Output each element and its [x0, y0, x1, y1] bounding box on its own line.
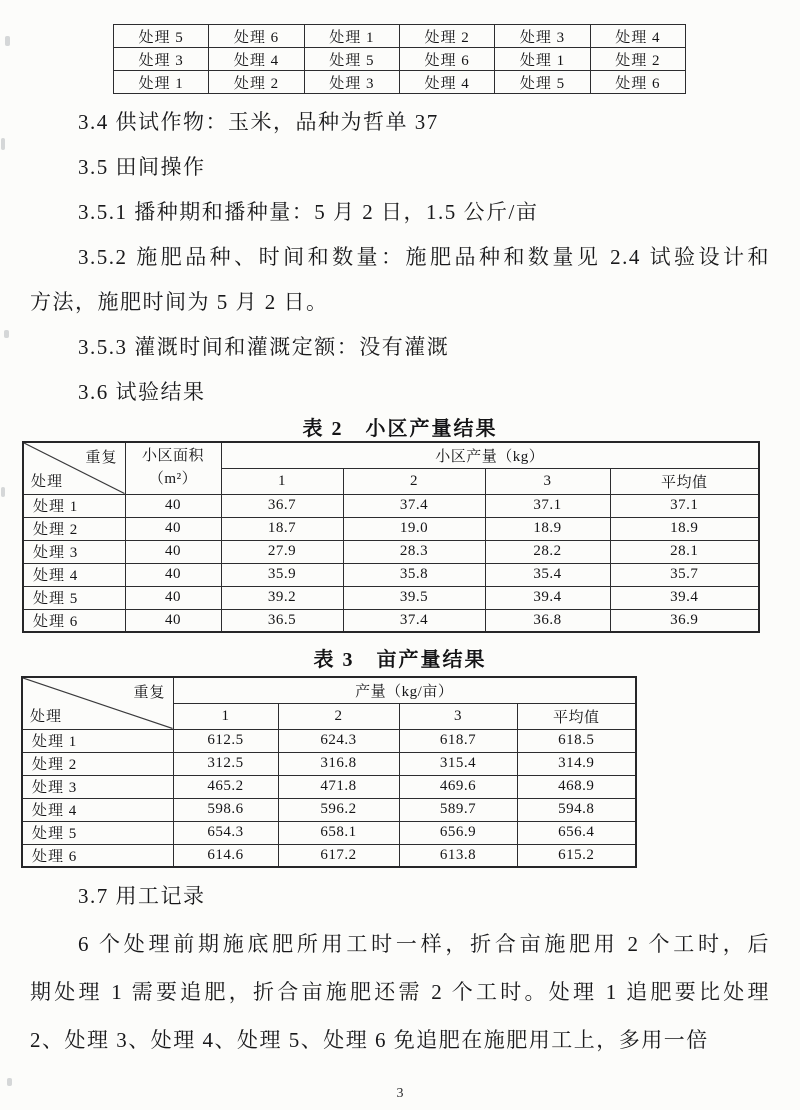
table-cell: 处理 3: [23, 540, 125, 563]
table-cell: 处理 3: [114, 48, 209, 71]
mu-yield-table: [21, 676, 637, 868]
table2-header-avg: 平均值: [610, 468, 759, 494]
table-cell: 618.5: [517, 729, 636, 752]
labor-paragraph-line2: 期处理 1 需要追肥，折合亩施肥还需 2 个工时。处理 1 追肥要比处理: [30, 980, 770, 1004]
table3-header-rep3: 3: [399, 703, 517, 729]
table-row: [23, 609, 759, 632]
section-3-4: 3.4 供试作物：玉米，品种为哲单 37: [78, 110, 439, 134]
table-cell: 处理 5: [495, 71, 590, 94]
table-cell: 处理 2: [590, 48, 685, 71]
section-3-5-2-line2: 方法，施肥时间为 5 月 2 日。: [30, 290, 329, 314]
table2-repeat-label: 重复: [85, 450, 118, 466]
table-cell: 596.2: [278, 798, 399, 821]
table-cell: 35.4: [485, 563, 610, 586]
area-unit: （m²）: [148, 471, 198, 488]
table-cell: 处理 4: [209, 48, 304, 71]
scan-artifact: [4, 330, 9, 338]
table-row: [114, 25, 686, 48]
section-3-6: 3.6 试验结果: [78, 380, 206, 404]
plot-yield-table: [22, 441, 760, 633]
table-cell: 处理 1: [23, 494, 125, 517]
table3-header-diagonal-cell: [22, 677, 173, 729]
table-row: [22, 821, 636, 844]
table-cell: 处理 3: [22, 775, 173, 798]
table-cell: 处理 4: [22, 798, 173, 821]
table-cell: 35.7: [610, 563, 759, 586]
table-cell: 615.2: [517, 844, 636, 867]
table3-title: 表 3 亩产量结果: [313, 649, 487, 671]
table-cell: 617.2: [278, 844, 399, 867]
table-cell: 35.9: [221, 563, 343, 586]
table-cell: 处理 1: [495, 48, 590, 71]
table3-repeat-label: 重复: [133, 685, 166, 701]
labor-paragraph-line1: 6 个处理前期施底肥所用工时一样，折合亩施肥用 2 个工时，后: [78, 932, 770, 956]
table-cell: 469.6: [399, 775, 517, 798]
table-cell: 处理 5: [22, 821, 173, 844]
table2-header-diagonal-cell: [23, 442, 125, 494]
table-cell: 处理 6: [209, 25, 304, 48]
table-cell: 处理 6: [590, 71, 685, 94]
table-cell: 处理 2: [209, 71, 304, 94]
table-cell: 40: [125, 563, 221, 586]
table-cell: 39.4: [485, 586, 610, 609]
table-cell: 656.9: [399, 821, 517, 844]
section-3-5-2-line1: 3.5.2 施肥品种、时间和数量：施肥品种和数量见 2.4 试验设计和: [78, 245, 770, 269]
table-row: [23, 563, 759, 586]
table-row: [114, 48, 686, 71]
table-cell: 处理 3: [495, 25, 590, 48]
table-cell: 654.3: [173, 821, 278, 844]
labor-paragraph-line3: 2、处理 3、处理 4、处理 5、处理 6 免追肥在施肥用工上，多用一倍: [30, 1028, 709, 1052]
table-cell: 37.4: [343, 609, 485, 632]
table-cell: 36.7: [221, 494, 343, 517]
table-cell: 18.7: [221, 517, 343, 540]
table-cell: 40: [125, 494, 221, 517]
table-row: [22, 677, 636, 703]
table2-header-area: [125, 442, 221, 494]
table-cell: 处理 1: [22, 729, 173, 752]
section-3-5-1: 3.5.1 播种期和播种量：5 月 2 日，1.5 公斤/亩: [78, 200, 539, 224]
table2-title: 表 2 小区产量结果: [302, 418, 498, 440]
table-cell: 612.5: [173, 729, 278, 752]
table-cell: 处理 3: [304, 71, 399, 94]
table-cell: 40: [125, 517, 221, 540]
table-cell: 465.2: [173, 775, 278, 798]
table-cell: 36.8: [485, 609, 610, 632]
table-cell: 处理 4: [23, 563, 125, 586]
table-row: [114, 71, 686, 94]
body-text-lower: [30, 872, 770, 1064]
field-layout-table: [113, 24, 686, 94]
table-cell: 处理 6: [399, 48, 494, 71]
table-row: [23, 517, 759, 540]
table-cell: 598.6: [173, 798, 278, 821]
page-number: 3: [396, 1086, 404, 1101]
table-cell: 处理 2: [23, 517, 125, 540]
table-cell: 39.4: [610, 586, 759, 609]
table-cell: 39.2: [221, 586, 343, 609]
table-cell: 处理 1: [114, 71, 209, 94]
section-3-5-3: 3.5.3 灌溉时间和灌溉定额：没有灌溉: [78, 335, 450, 359]
table-row: [22, 775, 636, 798]
table-row: [23, 586, 759, 609]
table-cell: 37.1: [610, 494, 759, 517]
table-cell: 468.9: [517, 775, 636, 798]
table-cell: 处理 5: [304, 48, 399, 71]
table-cell: 18.9: [485, 517, 610, 540]
table2-header-rep1: 1: [221, 468, 343, 494]
table3-header-rep2: 2: [278, 703, 399, 729]
section-3-7: 3.7 用工记录: [78, 884, 206, 908]
table2-header-rep2: 2: [343, 468, 485, 494]
area-label: 小区面积: [141, 448, 204, 464]
table-cell: 40: [125, 609, 221, 632]
body-text-upper: [30, 100, 770, 415]
table-cell: 312.5: [173, 752, 278, 775]
table-cell: 处理 2: [22, 752, 173, 775]
table2-header-yield: 小区产量（kg）: [221, 442, 759, 468]
table-row: [22, 752, 636, 775]
table-cell: 处理 6: [22, 844, 173, 867]
table-row: [23, 540, 759, 563]
table-cell: 314.9: [517, 752, 636, 775]
table-cell: 处理 2: [399, 25, 494, 48]
table-cell: 39.5: [343, 586, 485, 609]
section-3-5: 3.5 田间操作: [78, 155, 206, 179]
table3-header-rep1: 1: [173, 703, 278, 729]
scan-artifact: [7, 1078, 12, 1086]
table-cell: 656.4: [517, 821, 636, 844]
table-row: [22, 729, 636, 752]
table-cell: 614.6: [173, 844, 278, 867]
table-cell: 594.8: [517, 798, 636, 821]
table-row: [22, 844, 636, 867]
table2-header-rep3: 3: [485, 468, 610, 494]
table-cell: 315.4: [399, 752, 517, 775]
table3-treatment-label: 处理: [30, 708, 63, 725]
table-row: [22, 798, 636, 821]
table-cell: 36.9: [610, 609, 759, 632]
table2-treatment-label: 处理: [31, 473, 64, 490]
table-cell: 18.9: [610, 517, 759, 540]
table3-header-avg: 平均值: [517, 703, 636, 729]
table-cell: 316.8: [278, 752, 399, 775]
table-cell: 19.0: [343, 517, 485, 540]
table-cell: 40: [125, 540, 221, 563]
table-cell: 36.5: [221, 609, 343, 632]
table-cell: 589.7: [399, 798, 517, 821]
table-cell: 28.3: [343, 540, 485, 563]
scan-artifact: [1, 138, 5, 150]
table-cell: 28.1: [610, 540, 759, 563]
table-cell: 处理 4: [399, 71, 494, 94]
table-cell: 618.7: [399, 729, 517, 752]
table-cell: 37.4: [343, 494, 485, 517]
table-cell: 处理 6: [23, 609, 125, 632]
scan-artifact: [5, 36, 10, 46]
table-cell: 624.3: [278, 729, 399, 752]
table-cell: 40: [125, 586, 221, 609]
table-cell: 处理 1: [304, 25, 399, 48]
table-cell: 471.8: [278, 775, 399, 798]
table-cell: 37.1: [485, 494, 610, 517]
table-cell: 658.1: [278, 821, 399, 844]
table-cell: 处理 5: [23, 586, 125, 609]
table-row: [23, 494, 759, 517]
table-cell: 处理 5: [114, 25, 209, 48]
table3-header-yield: 产量（kg/亩）: [173, 677, 636, 703]
table-cell: 处理 4: [590, 25, 685, 48]
table-row: [23, 442, 759, 468]
table-cell: 35.8: [343, 563, 485, 586]
table-cell: 28.2: [485, 540, 610, 563]
scan-artifact: [1, 487, 5, 497]
table-cell: 27.9: [221, 540, 343, 563]
table-cell: 613.8: [399, 844, 517, 867]
